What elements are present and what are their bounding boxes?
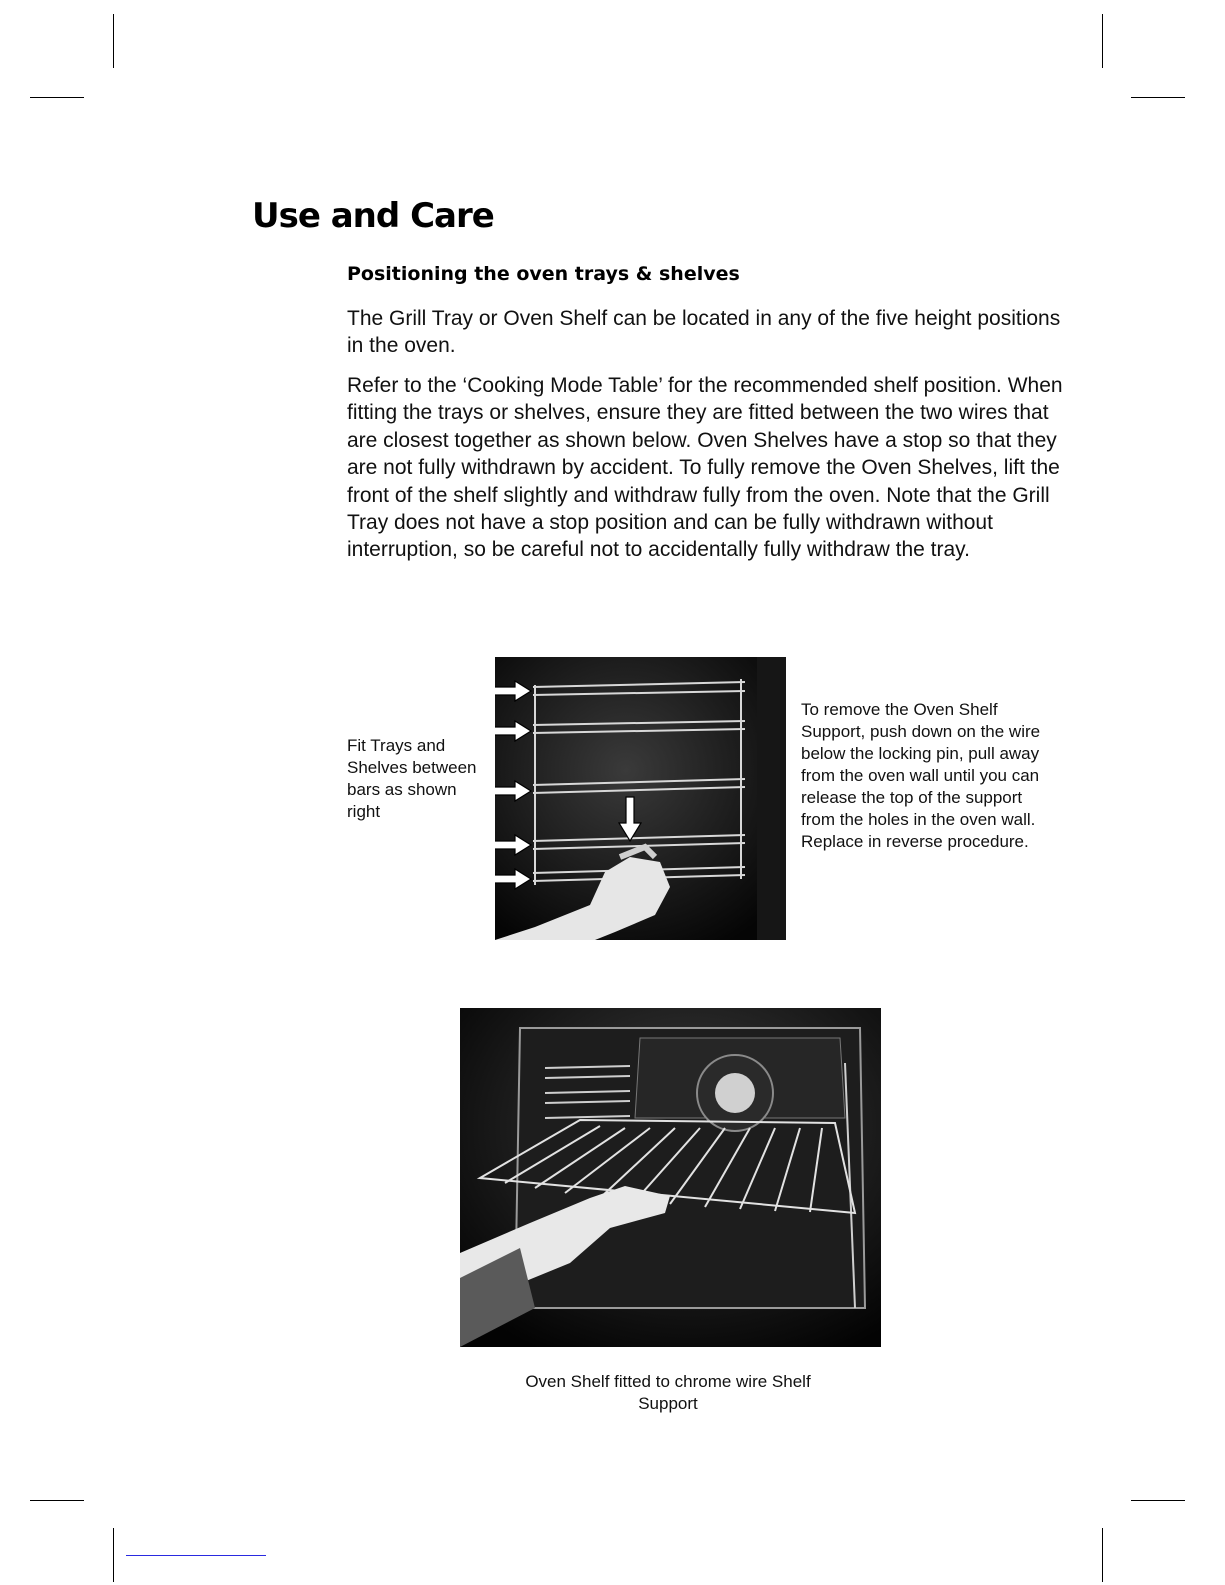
link-underline [126,1555,266,1556]
crop-mark [30,97,84,98]
paragraph-positions: The Grill Tray or Oven Shelf can be located in any of the five height positions in the oven. [347,307,1061,358]
arrow-icon [495,721,531,741]
page-title: Use and Care [252,196,494,236]
crop-mark [1131,1500,1185,1501]
down-arrow-icon [619,797,641,841]
arrow-icon [495,869,531,889]
section-heading: Positioning the oven trays & shelves [347,263,740,285]
figure-caption: Oven Shelf fitted to chrome wire Shelf Support [525,1372,811,1413]
remove-support-note: To remove the Oven Shelf Support, push down on the wire below the locking pin, pull away from the oven wall until you can release the top of the support from the holes in the oven wall. Replace in reverse procedure. [801,700,1041,851]
arrow-icon [495,835,531,855]
fit-trays-note: Fit Trays and Shelves between bars as shown right [347,736,477,821]
arrow-icon [495,681,531,701]
crop-mark [1131,97,1185,98]
crop-mark [113,14,114,68]
crop-mark [1102,14,1103,68]
crop-mark [113,1528,114,1582]
paragraph-instructions: Refer to the ‘Cooking Mode Table’ for the recommended shelf position. When fitting the trays or shelves, ensure they are fitted between the two wires that are closest together as shown below. Oven Shelves have a stop so that they are not fully withdrawn by accident. To fully remove the Oven Shelves, lift the front of the shelf slightly and withdraw fully from the oven. Note that the Grill Tray does not have a stop position and can be fully withdrawn without interruption, so be careful not to accidentally fully withdraw the tray. [347,374,1063,562]
oven-shelf-photo [460,1008,881,1347]
crop-mark [1102,1528,1103,1582]
shelf-support-photo [495,657,786,940]
arrow-icon [495,781,531,801]
crop-mark [30,1500,84,1501]
